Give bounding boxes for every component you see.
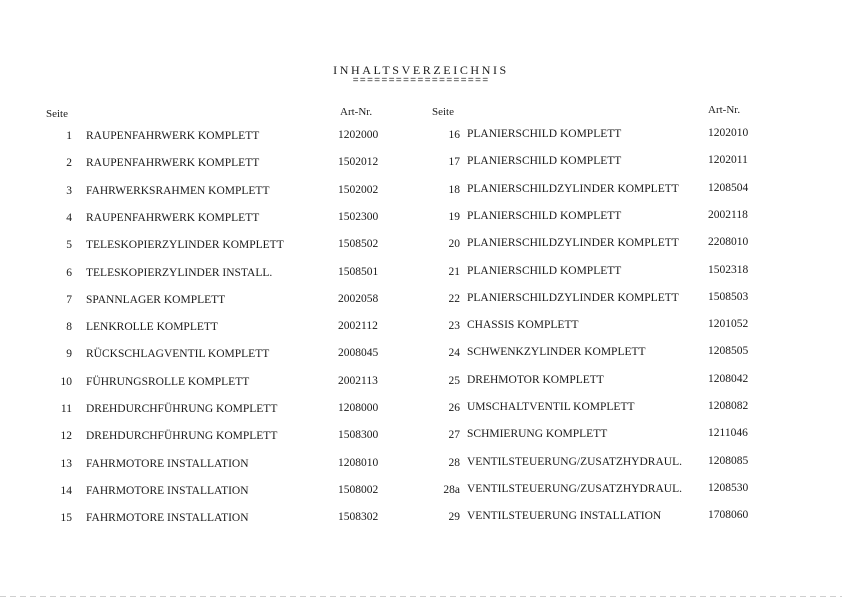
page-edge-line bbox=[0, 596, 842, 597]
left-article-number: 2002113 bbox=[338, 375, 378, 387]
toc-row bbox=[0, 482, 842, 501]
left-entry-title: FAHRMOTORE INSTALLATION bbox=[86, 458, 249, 470]
left-page-number: 4 bbox=[66, 212, 72, 224]
right-entry-title: PLANIERSCHILD KOMPLETT bbox=[467, 265, 622, 277]
page-title: INHALTSVERZEICHNIS bbox=[333, 63, 509, 77]
left-page-number: 15 bbox=[60, 512, 72, 524]
toc-row bbox=[0, 400, 842, 419]
left-article-number: 1508501 bbox=[338, 266, 379, 278]
left-article-number: 1502300 bbox=[338, 211, 379, 223]
left-entry-title: SPANNLAGER KOMPLETT bbox=[86, 294, 226, 306]
left-entry-title: RAUPENFAHRWERK KOMPLETT bbox=[86, 130, 260, 142]
right-article-number: 1208082 bbox=[708, 400, 749, 412]
header-left-art: Art-Nr. bbox=[340, 106, 373, 118]
right-entry-title: VENTILSTEUERUNG INSTALLATION bbox=[467, 510, 662, 522]
left-article-number: 1502002 bbox=[338, 184, 379, 196]
right-article-number: 2002118 bbox=[708, 209, 748, 221]
left-entry-title: TELESKOPIERZYLINDER INSTALL. bbox=[86, 267, 273, 279]
toc-row bbox=[0, 154, 842, 173]
right-entry-title: CHASSIS KOMPLETT bbox=[467, 319, 579, 331]
left-entry-title: FAHRMOTORE INSTALLATION bbox=[86, 512, 249, 524]
right-entry-title: SCHWENKZYLINDER KOMPLETT bbox=[467, 346, 646, 358]
left-page-number: 5 bbox=[66, 239, 72, 251]
left-article-number: 1508502 bbox=[338, 238, 379, 250]
toc-row bbox=[0, 455, 842, 474]
right-page-number: 16 bbox=[448, 129, 460, 141]
left-entry-title: FAHRMOTORE INSTALLATION bbox=[86, 485, 249, 497]
left-entry-title: DREHDURCHFÜHRUNG KOMPLETT bbox=[86, 403, 278, 415]
left-page-number: 2 bbox=[66, 157, 72, 169]
toc-row bbox=[0, 209, 842, 228]
right-entry-title: SCHMIERUNG KOMPLETT bbox=[467, 428, 608, 440]
left-page-number: 3 bbox=[66, 185, 72, 197]
title-underline: =================== bbox=[352, 76, 490, 87]
header-right-art: Art-Nr. bbox=[708, 104, 741, 116]
right-entry-title: UMSCHALTVENTIL KOMPLETT bbox=[467, 401, 635, 413]
right-entry-title: DREHMOTOR KOMPLETT bbox=[467, 374, 604, 386]
left-article-number: 1502012 bbox=[338, 156, 379, 168]
left-entry-title: TELESKOPIERZYLINDER KOMPLETT bbox=[86, 239, 284, 251]
toc-row bbox=[0, 427, 842, 446]
left-page-number: 12 bbox=[60, 430, 72, 442]
right-article-number: 1211046 bbox=[708, 427, 748, 439]
left-page-number: 9 bbox=[66, 348, 72, 360]
right-page-number: 22 bbox=[448, 293, 460, 305]
right-article-number: 1502318 bbox=[708, 264, 749, 276]
left-page-number: 7 bbox=[66, 294, 72, 306]
left-entry-title: RAUPENFAHRWERK KOMPLETT bbox=[86, 212, 260, 224]
left-article-number: 2002058 bbox=[338, 293, 379, 305]
toc-row bbox=[0, 236, 842, 255]
right-article-number: 1208085 bbox=[708, 455, 749, 467]
right-entry-title: PLANIERSCHILDZYLINDER KOMPLETT bbox=[467, 183, 679, 195]
left-page-number: 10 bbox=[60, 376, 72, 388]
left-page-number: 8 bbox=[66, 321, 72, 333]
header-left-page: Seite bbox=[46, 108, 68, 120]
left-article-number: 2002112 bbox=[338, 320, 378, 332]
right-article-number: 2208010 bbox=[708, 236, 749, 248]
left-entry-title: RÜCKSCHLAGVENTIL KOMPLETT bbox=[86, 348, 270, 360]
right-page-number: 17 bbox=[448, 156, 460, 168]
toc-row bbox=[0, 318, 842, 337]
left-page-number: 14 bbox=[60, 485, 72, 497]
right-entry-title: PLANIERSCHILDZYLINDER KOMPLETT bbox=[467, 292, 679, 304]
right-page-number: 29 bbox=[448, 511, 460, 523]
left-entry-title: DREHDURCHFÜHRUNG KOMPLETT bbox=[86, 430, 278, 442]
right-article-number: 1208042 bbox=[708, 373, 749, 385]
toc-row bbox=[0, 509, 842, 528]
right-article-number: 1708060 bbox=[708, 509, 749, 521]
toc-row bbox=[0, 373, 842, 392]
right-page-number: 21 bbox=[448, 266, 460, 278]
right-entry-title: PLANIERSCHILDZYLINDER KOMPLETT bbox=[467, 237, 679, 249]
right-page-number: 19 bbox=[448, 211, 460, 223]
left-article-number: 1202000 bbox=[338, 129, 379, 141]
toc-row bbox=[0, 291, 842, 310]
right-page-number: 25 bbox=[448, 375, 460, 387]
left-page-number: 6 bbox=[66, 267, 72, 279]
left-article-number: 1208000 bbox=[338, 402, 379, 414]
left-page-number: 13 bbox=[60, 458, 72, 470]
right-entry-title: VENTILSTEUERUNG/ZUSATZHYDRAUL. bbox=[467, 483, 682, 495]
right-page-number: 24 bbox=[448, 347, 460, 359]
left-entry-title: RAUPENFAHRWERK KOMPLETT bbox=[86, 157, 260, 169]
left-article-number: 2008045 bbox=[338, 347, 379, 359]
right-article-number: 1208530 bbox=[708, 482, 749, 494]
right-article-number: 1202010 bbox=[708, 127, 749, 139]
right-page-number: 28 bbox=[448, 457, 460, 469]
right-page-number: 28a bbox=[443, 484, 460, 496]
header-right-page: Seite bbox=[432, 106, 454, 118]
toc-row bbox=[0, 127, 842, 146]
left-article-number: 1508302 bbox=[338, 511, 379, 523]
right-entry-title: VENTILSTEUERUNG/ZUSATZHYDRAUL. bbox=[467, 456, 682, 468]
right-page-number: 20 bbox=[448, 238, 460, 250]
left-page-number: 11 bbox=[60, 403, 72, 415]
toc-row bbox=[0, 264, 842, 283]
right-entry-title: PLANIERSCHILD KOMPLETT bbox=[467, 128, 622, 140]
left-article-number: 1508300 bbox=[338, 429, 379, 441]
left-entry-title: LENKROLLE KOMPLETT bbox=[86, 321, 218, 333]
right-article-number: 1208504 bbox=[708, 182, 749, 194]
left-entry-title: FÜHRUNGSROLLE KOMPLETT bbox=[86, 376, 250, 388]
right-page-number: 27 bbox=[448, 429, 460, 441]
toc-row bbox=[0, 182, 842, 201]
left-page-number: 1 bbox=[66, 130, 72, 142]
left-entry-title: FAHRWERKSRAHMEN KOMPLETT bbox=[86, 185, 270, 197]
left-article-number: 1508002 bbox=[338, 484, 379, 496]
right-page-number: 18 bbox=[448, 184, 460, 196]
right-page-number: 26 bbox=[448, 402, 460, 414]
right-entry-title: PLANIERSCHILD KOMPLETT bbox=[467, 155, 622, 167]
right-article-number: 1508503 bbox=[708, 291, 749, 303]
right-page-number: 23 bbox=[448, 320, 460, 332]
left-article-number: 1208010 bbox=[338, 457, 379, 469]
toc-row bbox=[0, 345, 842, 364]
right-article-number: 1202011 bbox=[708, 154, 748, 166]
right-article-number: 1201052 bbox=[708, 318, 749, 330]
right-entry-title: PLANIERSCHILD KOMPLETT bbox=[467, 210, 622, 222]
right-article-number: 1208505 bbox=[708, 345, 749, 357]
